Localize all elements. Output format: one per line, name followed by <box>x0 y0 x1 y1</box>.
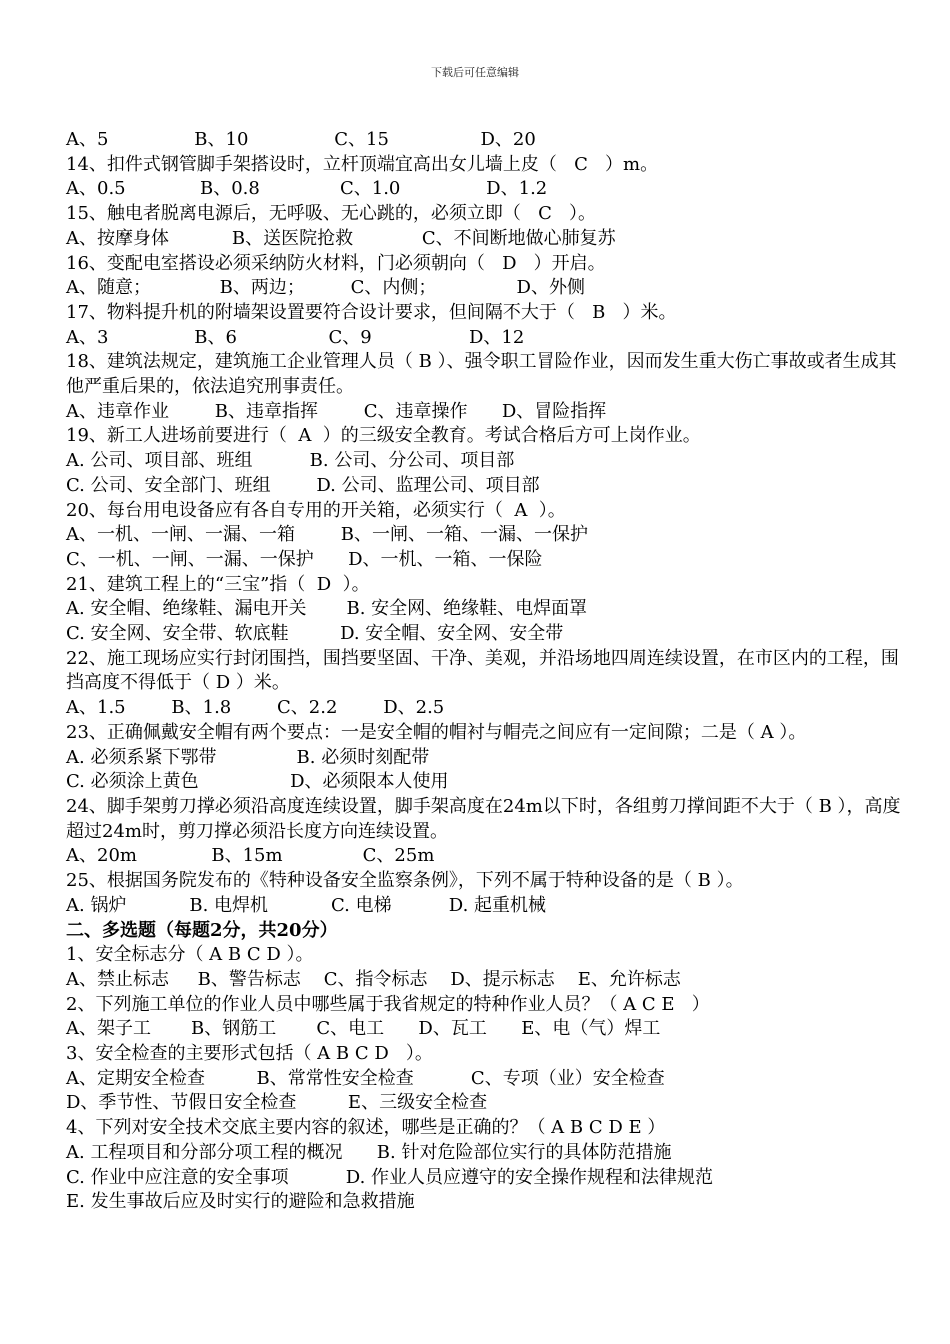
text-line: A、违章作业 B、违章指挥 C、违章操作 D、冒险指挥 <box>66 400 607 422</box>
text-line: C. 必须涂上黄色 D、必须限本人使用 <box>66 771 449 793</box>
question-22: 22、施工现场应实行封闭围挡，围挡要坚固、干净、美观，并沿场地四周连续设置，在市区内的工程，围挡高度不得低于（ D ）米。 <box>66 647 899 694</box>
text-line: A、按摩身体 B、送医院抢救 C、不间断地做心肺复苏 <box>66 227 616 249</box>
text-line: 17、物料提升机的附墙架设置要符合设计要求，但间隔不大于（ B ）米。 <box>66 301 677 323</box>
text-line: A、定期安全检查 B、常常性安全检查 C、专项（业）安全检查 <box>66 1067 665 1089</box>
text-line: A. 锅炉 B. 电焊机 C. 电梯 D. 起重机械 <box>66 894 547 916</box>
text-line: C. 作业中应注意的安全事项 D. 作业人员应遵守的安全操作规程和法律规范 <box>66 1166 714 1188</box>
text-line: C. 公司、安全部门、班组 D. 公司、监理公司、项目部 <box>66 474 540 496</box>
text-line: 19、新工人进场前要进行（ A ）的三级安全教育。考试合格后方可上岗作业。 <box>66 425 701 447</box>
text-line: C、一机、一闸、一漏、一保护 D、一机、一箱、一保险 <box>66 548 543 570</box>
text-line: A. 必须系紧下鄂带 B. 必须时刻配带 <box>66 746 430 768</box>
text-line: C. 安全网、安全带、软底鞋 D. 安全帽、安全网、安全带 <box>66 623 564 645</box>
text-line: A、架子工 B、钢筋工 C、电工 D、瓦工 E、电（气）焊工 <box>66 1018 661 1040</box>
text-line: A. 安全帽、绝缘鞋、漏电开关 B. 安全网、绝缘鞋、电焊面罩 <box>66 598 588 620</box>
question-24: 24、脚手架剪刀撑必须沿高度连续设置，脚手架高度在24m以下时，各组剪刀撑间距不大于（ B ），高度超过24m时，剪刀撑必须沿长度方向连续设置。 <box>66 795 901 842</box>
text-line: A、5 B、10 C、15 D、20 <box>66 129 536 150</box>
text-line: A、20m B、15m C、25m <box>66 845 435 867</box>
text-line: A、1.5 B、1.8 C、2.2 D、2.5 <box>66 697 445 719</box>
text-line: A、随意； B、两边； C、内侧； D、外侧 <box>66 277 585 299</box>
question-18: 18、建筑法规定，建筑施工企业管理人员（ B ）、强令职工冒险作业，因而发生重大伤亡事故或者生成其他严重后果的，依法追究刑事责任。 <box>66 351 897 398</box>
section-title: 二、多选题（每题2分，共20分） <box>66 919 338 941</box>
text-line: 3、安全检查的主要形式包括（ A B C D ）。 <box>66 1043 433 1065</box>
text-line: E. 发生事故后应及时实行的避险和急救措施 <box>66 1191 415 1213</box>
text-line: A、0.5 B、0.8 C、1.0 D、1.2 <box>66 178 548 200</box>
question-25: 25、根据国务院发布的《特种设备安全监察条例》，下列不属于特种设备的是（ B ）。 <box>66 870 744 892</box>
text-line: A. 工程项目和分部分项工程的概况 B. 针对危险部位实行的具体防范措施 <box>66 1141 672 1163</box>
text-line: 15、触电者脱离电源后，无呼吸、无心跳的，必须立即（ C ）。 <box>66 203 597 225</box>
text-line: A. 公司、项目部、班组 B. 公司、分公司、项目部 <box>66 450 515 472</box>
page-header: 下载后可任意编辑 <box>431 66 519 79</box>
text-line: A、一机、一闸、一漏、一箱 B、一闸、一箱、一漏、一保护 <box>66 524 588 546</box>
question-23: 23、正确佩戴安全帽有两个要点：一是安全帽的帽衬与帽壳之间应有一定间隙；二是（ A ）。 <box>66 721 807 743</box>
text-line: 20、每台用电设备应有各自专用的开关箱，必须实行（ A ）。 <box>66 499 566 521</box>
text-line: 21、建筑工程上的“三宝”指（ D ）。 <box>66 573 370 595</box>
text-line: 14、扣件式钢管脚手架搭设时，立杆顶端宜高出女儿墙上皮（ C ）m。 <box>66 153 659 175</box>
text-line: 2、下列施工单位的作业人员中哪些属于我省规定的特种作业人员？（ A C E ） <box>66 993 710 1015</box>
text-line: 4、下列对安全技术交底主要内容的叙述，哪些是正确的？（ A B C D E ） <box>66 1117 666 1139</box>
exam-content <box>66 128 906 1215</box>
text-line: 16、变配电室搭设必须采纳防火材料，门必须朝向（ D ）开启。 <box>66 252 606 274</box>
text-line: A、3 B、6 C、9 D、12 <box>66 326 525 348</box>
text-line: A、禁止标志 B、警告标志 C、指令标志 D、提示标志 E、允许标志 <box>66 968 681 990</box>
text-line: 1、安全标志分（ A B C D ）。 <box>66 944 314 966</box>
text-line: D、季节性、节假日安全检查 E、三级安全检查 <box>66 1092 488 1114</box>
